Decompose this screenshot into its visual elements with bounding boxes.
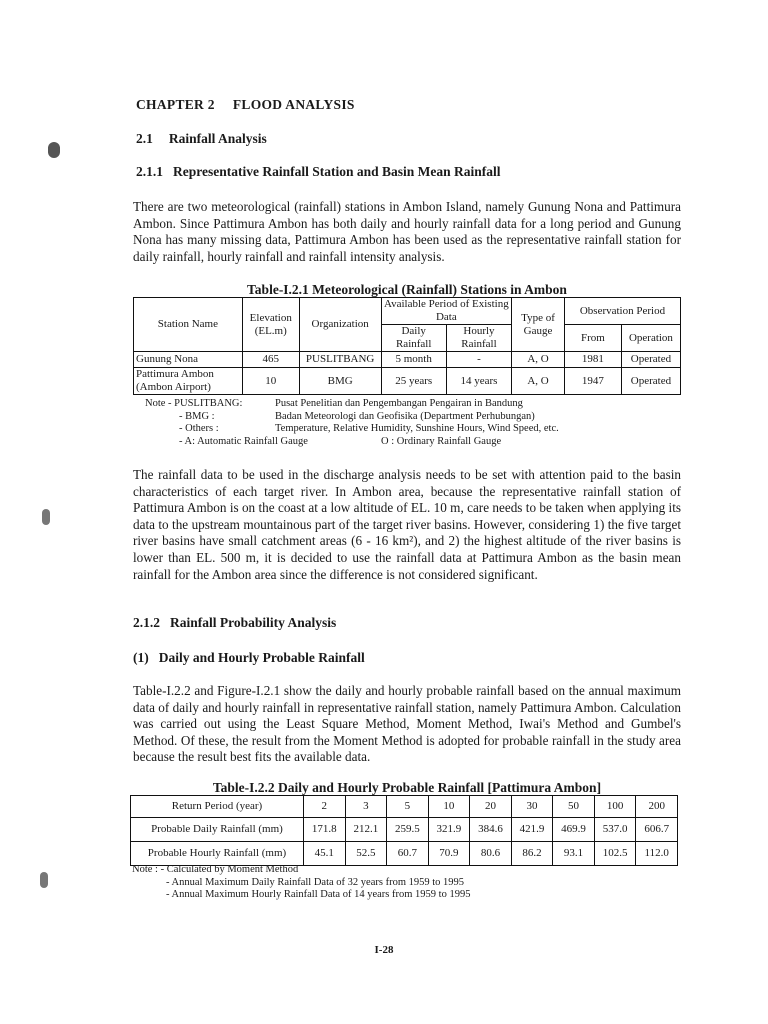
table-row: Probable Hourly Rainfall (mm) 45.1 52.5 60.7 70.9 80.6 86.2 93.1 102.5 112.0 xyxy=(131,842,678,866)
section-title: Rainfall Probability Analysis xyxy=(170,615,337,630)
chapter-title: FLOOD ANALYSIS xyxy=(232,97,355,112)
table-row: Probable Daily Rainfall (mm) 171.8 212.1 259.5 321.9 384.6 421.9 469.9 537.0 606.7 xyxy=(131,818,678,842)
note-line: - BMG : Badan Meteorologi dan Geofisika (Department Perhubungan) xyxy=(179,410,535,422)
note-line: - Annual Maximum Hourly Rainfall Data of 14 years from 1959 to 1995 xyxy=(166,889,471,900)
page-number: I-28 xyxy=(374,944,394,956)
note-line: - Annual Maximum Daily Rainfall Data of 32 years from 1959 to 1995 xyxy=(166,876,465,888)
table-row: Pattimura Ambon (Ambon Airport) 10 BMG 25 years 14 years A, O 1947 Operated xyxy=(134,368,681,395)
binder-hole-top xyxy=(48,142,60,158)
th-daily: Daily Rainfall xyxy=(381,325,446,352)
paragraph-representative-station: There are two meteorological (rainfall) stations in Ambon Island, namely Gunung Nona and Pattimura Ambon. Since Pattimura Ambon has both daily and hourly rainfall data for a long period and Gunung Nona has many missing data, Pattimura Ambon has been used as the representative rainfall station for daily rainfall, hourly rainfall and rainfall intensity analysis. xyxy=(133,199,681,264)
th-type-of-gauge: Type of Gauge xyxy=(512,298,565,352)
section-number: 2.1 xyxy=(136,131,153,146)
table-row: Return Period (year) 2 3 5 10 20 30 50 100 200 xyxy=(131,796,678,818)
probable-rainfall-table xyxy=(130,795,678,866)
section-heading-2-1-1 xyxy=(136,164,501,180)
paragraph-probable-rainfall: Table-I.2.2 and Figure-I.2.1 show the daily and hourly probable rainfall based on the annual maximum data of daily and hourly rainfall in representative rainfall station, namely Pattimura Ambon. Calculation was carried out using the Least Square Method, Moment Method, Iwai's Method and Gumbel's Method. Of these, the result from the Moment Method is adopted for probable rainfall in the study area because the result best fits the available data. xyxy=(133,683,681,765)
section-heading-2-1-2 xyxy=(133,615,336,631)
paragraph-basin-mean-rainfall: The rainfall data to be used in the discharge analysis needs to be set with attention paid to the basin characteristics of each target river. In Ambon area, because the representative rainfall station of Pattimura Ambon is on the coast at a low altitude of EL. 10 m, care needs to be taken when applying its data to the upstream mountainous part of the target river basins. However, considering 1) the five target river basins have small catchment areas (6 - 16 km²), and 2) the highest altitude of the river basins is lower than EL. 500 m, it is decided to use the rainfall data at Pattimura Ambon as the basin mean rainfall for the Ambon area since the difference is not considered significant. xyxy=(133,467,681,582)
th-available-period: Available Period of Existing Data xyxy=(381,298,512,325)
subsection-heading-1 xyxy=(133,650,365,666)
chapter-label: CHAPTER 2 xyxy=(136,97,215,112)
th-organization: Organization xyxy=(299,298,381,352)
th-elevation: Elevation (EL.m) xyxy=(242,298,299,352)
table-1-caption: Table-I.2.1 Meteorological (Rainfall) Stations in Ambon xyxy=(247,282,567,297)
note-line: - A: Automatic Rainfall Gauge O : Ordinary Rainfall Gauge xyxy=(179,435,502,447)
th-station: Station Name xyxy=(134,298,243,352)
chapter-heading xyxy=(136,97,373,113)
table-1-notes xyxy=(145,398,559,448)
section-number: 2.1.1 xyxy=(136,164,163,179)
binder-hole-bottom xyxy=(40,872,48,888)
table-row: Gunung Nona 465 PUSLITBANG 5 month - A, O 1981 Operated xyxy=(134,352,681,368)
note-line: Note - PUSLITBANG: Pusat Penelitian dan Pengembangan Pengairan in Bandung xyxy=(145,398,523,409)
table-2-caption: Table-I.2.2 Daily and Hourly Probable Rainfall [Pattimura Ambon] xyxy=(212,780,602,795)
th-observation-period: Observation Period xyxy=(564,298,680,325)
note-line: Note : - Calculated by Moment Method xyxy=(132,864,299,875)
note-line: - Others : Temperature, Relative Humidity, Sunshine Hours, Wind Speed, etc. xyxy=(179,423,559,434)
subsection-number: (1) xyxy=(133,650,149,665)
table-2-notes xyxy=(132,864,470,902)
section-title: Representative Rainfall Station and Basin Mean Rainfall xyxy=(173,164,501,179)
th-hourly: Hourly Rainfall xyxy=(446,325,511,352)
section-heading-2-1 xyxy=(136,131,267,147)
section-number: 2.1.2 xyxy=(133,615,160,630)
section-title: Rainfall Analysis xyxy=(168,131,267,146)
stations-table xyxy=(133,297,681,395)
th-from: From xyxy=(564,325,621,352)
subsection-title: Daily and Hourly Probable Rainfall xyxy=(158,650,365,665)
th-operation: Operation xyxy=(621,325,680,352)
binder-hole-middle xyxy=(42,509,50,525)
